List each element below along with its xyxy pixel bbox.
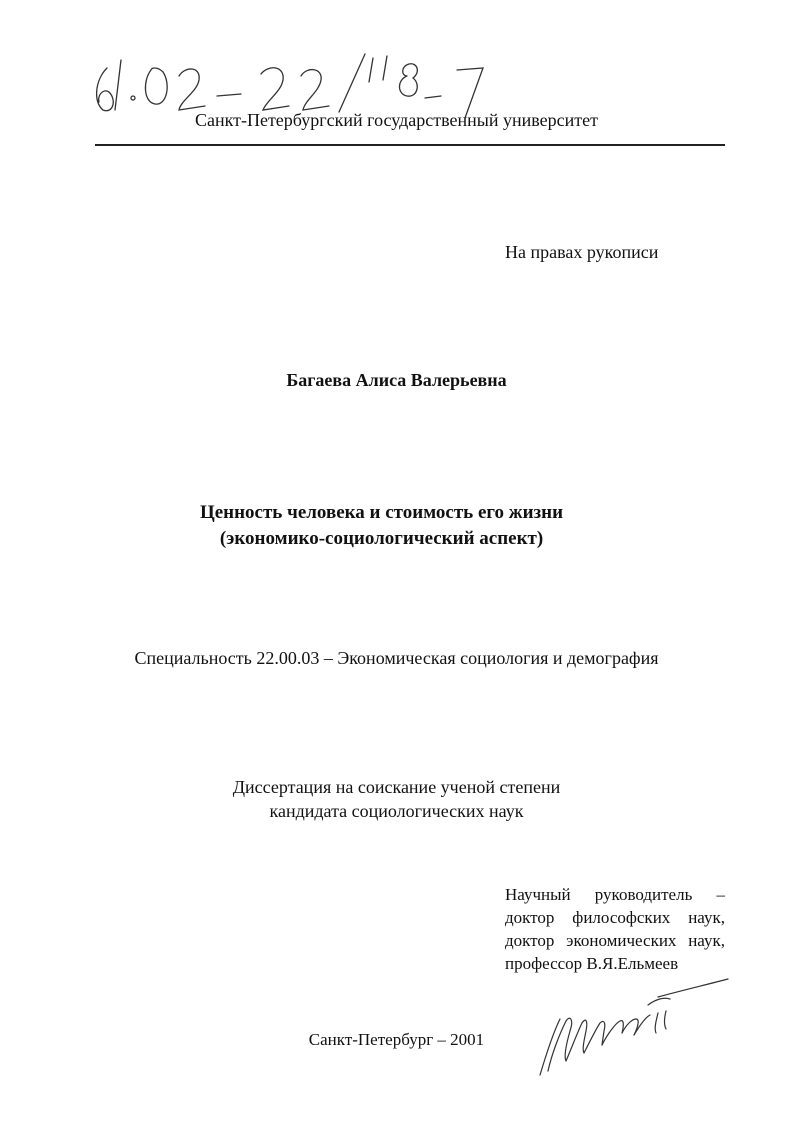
title-line-2: (экономико-социологический аспект)	[219, 528, 544, 549]
degree-line-1: Диссертация на соискание ученой степени	[232, 777, 561, 797]
specialty: Специальность 22.00.03 – Экономическая социология и демография	[134, 648, 659, 668]
author-name: Багаева Алиса Валерьевна	[286, 370, 507, 390]
manuscript-note: На правах рукописи	[505, 242, 659, 262]
title-line-1: Ценность человека и стоимость его жизни	[199, 502, 564, 523]
supervisor-line-3: доктор экономических наук,	[505, 931, 725, 950]
city-year: Санкт-Петербург – 2001	[308, 1030, 485, 1049]
university-name: Санкт-Петербургский государственный университет	[194, 110, 599, 130]
supervisor-line-4: профессор В.Я.Ельмеев	[505, 954, 679, 973]
degree-statement	[0, 775, 793, 823]
handwritten-signature	[530, 975, 740, 1085]
supervisor-line-2: доктор философских наук,	[505, 908, 725, 927]
header-divider	[95, 144, 725, 146]
supervisor-block	[505, 883, 725, 975]
supervisor-line-1: Научный руководитель –	[505, 885, 725, 904]
degree-line-2: кандидата социологических наук	[269, 801, 524, 821]
dissertation-title	[0, 500, 793, 552]
